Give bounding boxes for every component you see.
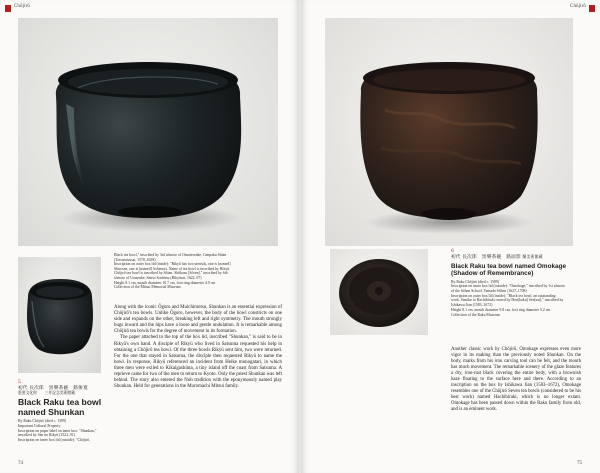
caption-detail-line: (Totsutotsusai, 1578–1658) [114, 257, 156, 262]
tea-bowl-thumbnail-top-view [330, 249, 428, 335]
caption-detail-line: of the Söhen School, Yamada Sōhen (1627–1708) [451, 289, 527, 294]
caption-detail-line: Collection of the Raku Museum [451, 312, 500, 317]
caption-detail-line: Inscription on inner box lid (outside): "Chōjirō, [18, 438, 91, 443]
tea-bowl-thumbnail-top-view [18, 257, 101, 373]
brown-black-tea-bowl-image [325, 18, 573, 246]
caption-detail-line: Chōjirō tea bowl is inscribed by Sōtan. Shūkusu [Sōsen]," inscribed by 6th [114, 271, 228, 276]
caption-detail-line: By Raku Chōjirō (died c. 1589) [18, 419, 67, 424]
caption-detail-line: work. Similar to Hachibiraki owned by Hon[kaku] Sen[sai]," inscribed by [451, 298, 564, 303]
caption-continuation [114, 253, 282, 290]
caption-title-line: named Shunkan [18, 406, 85, 417]
page-number: 75 [577, 461, 582, 466]
caption-detail-line: By Raku Chōjirō (died c. 1589) [451, 279, 500, 284]
caption-detail-line: Height 8.1 cm, mouth diameter 10.7 cm, foot ring diameter 4.9 cm [114, 280, 216, 285]
caption-title [451, 263, 581, 278]
caption-detail-line: Inscription on paper label on inner box: "Shunkan," [18, 428, 97, 433]
body-text-shunkan [114, 305, 282, 390]
caption-block-omokage [451, 249, 581, 317]
tea-bowl-photo-omokage [325, 18, 573, 246]
caption-title-line: Black Raku tea bowl [18, 397, 102, 408]
caption-detail-line: Inscription on outer box lid (inside): "Rikyū has two utensils, one is [named] [114, 262, 231, 267]
chapter-tab-marker [5, 5, 11, 12]
caption-number: 5 [18, 379, 21, 385]
caption-title-line: (Shadow of Remembrance) [451, 270, 534, 278]
caption-detail-line: Important Cultural Property [18, 423, 61, 428]
caption-detail-line: Black tea bowl," inscribed by 3rd sōmoto of Omotesenke, Genpaku Sōtan [114, 253, 227, 257]
tea-bowl-thumbnail-image [18, 257, 101, 373]
caption-detail-line: inscribed by Sen no Rikyū (1522–91) [18, 433, 76, 438]
caption-japanese [451, 254, 581, 260]
caption-detail-line: Inscription on outer box lid (inside): "Black tea bowl, an outstanding [451, 293, 556, 298]
tea-bowl-thumbnail-image [330, 249, 428, 335]
caption-detail-line: Collection of the Mitsui Memorial Museum [114, 285, 181, 290]
caption-detail-line: Inscription on inner box lid (outside): "Omokage," inscribed by 1st sōmoto [451, 284, 565, 289]
caption-japanese-sub: 重要文化財 三井記念美術館蔵 [18, 390, 75, 395]
black-tea-bowl-image [18, 18, 278, 246]
running-head: Chōjirō [570, 4, 586, 9]
body-text-omokage [451, 347, 581, 413]
body-paragraph: Along with the iconic Ōguro and Muichimotsu, Shunkan is an essential expression of Chōjirō's tea bowls. Unlike Ōguro, however, the body of the bowl constricts on one side and expands on the other, breaking left and right symmetry. The mouth strongly bugs inward and the hips have a loose and gentle undulation. It is remarkable among Chōjirō tea bowls for the degree of movement in its formation. [114, 305, 282, 335]
chapter-tab-marker [589, 5, 595, 12]
caption-detail-line: Shirosen, one is [named] Ashimori. Name of tea bowl is inscribed by Rikyū. [114, 266, 231, 271]
caption-detail-line: Height 8.1 cm, mouth diameter 9.8 cm, foot ring diameter 5.2 cm [451, 307, 551, 312]
page-number: 74 [18, 461, 23, 466]
tea-bowl-photo-shunkan [18, 18, 278, 246]
caption-japanese-sub: 樂美術館蔵 [522, 255, 543, 260]
caption-detail-line: sōmoto of Urasenke, Senso Soshitsu (Rikyūsai, 1622–97) [114, 275, 202, 280]
caption-detail-line: Ishikawa Jian (1583–1672) [451, 303, 493, 308]
body-paragraph: Another classic work by Chōjirō, Omokage expresses even more vigor in its making than the previously noted Shunkan. On the body, marks from his iron carving tool can be felt, and the mouth has much movement. The remarkable scenery of the glaze features a dry, iron-rust black covering the entire body, with a brownish haze floating to the surface here and there. According to an inscription on the box by Ishikawa Jian (1583–1672), Omokage resembles one of the Chōjirō Seven tea bowls (considered to be his best work) named Hachibiraki, which is no longer extant. Omokage has been passed down within the Raku family from old, and is an eminent work. [451, 347, 581, 412]
caption-title [18, 398, 108, 417]
caption-japanese: 初代 長次郎 黒樂茶碗 銘俊寛 [18, 385, 88, 391]
caption-japanese-main: 初代 長次郎 黒樂茶碗 銘面影 [451, 254, 521, 260]
left-page [0, 0, 299, 473]
running-head: Chōjirō [14, 4, 30, 9]
body-paragraph: The paper attached to the top of the box lid, inscribed "Shunkan," is said to be in Rikyū's own hand. A disciple of Rikyū who lived in Satsuma requested his help in obtaining a Chōjirō tea bowl. Of the three bowls Rikyū sent him, two were returned. For the one that stayed in Satsuma, the disciple then requested Rikyū to name the bowl. In response, Rikyū referenced an incident from Heike monogatari, in which three men were exiled to Kikaigashima, a tiny island off the coast from Satsuma. A reprieve came for two of the men to return to Kyoto. Only the priest Shunkan was left behind. The story also entered the Noh tradition with the eponymously named play Shunkan. Held for generations in the Muromachi Mitsui family. [114, 335, 283, 390]
caption-number: 6 [451, 248, 454, 254]
caption-title-line: Black Raku tea bowl named Omokage [451, 262, 567, 270]
right-page [301, 0, 600, 473]
caption-block-shunkan [18, 380, 108, 443]
